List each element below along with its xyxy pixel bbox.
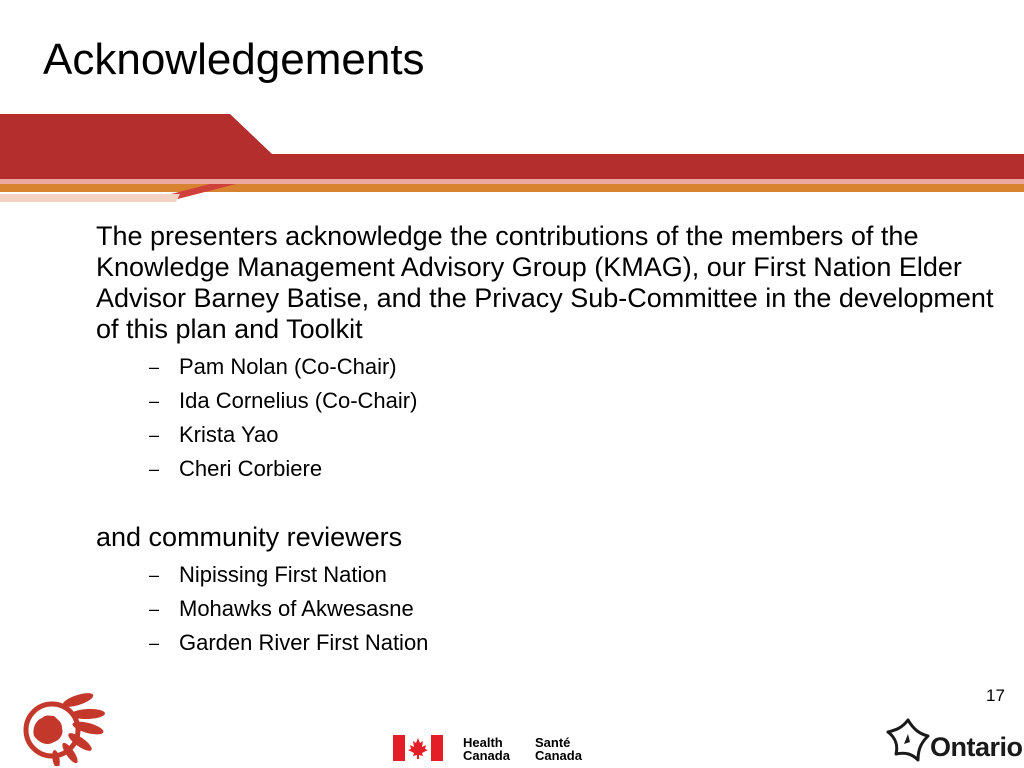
health-fr-line2: Canada xyxy=(535,748,582,763)
list-item xyxy=(96,626,996,660)
list-item xyxy=(96,592,996,626)
acknowledgement-paragraph: The presenters acknowledge the contributions of the members of the Knowledge Management Advisory Group (KMAG), our First Nation Elder Advisor Barney Batise, and the Privacy Sub-Committee in the development of this plan and Toolkit xyxy=(96,221,994,344)
health-en-line2: Canada xyxy=(463,748,510,763)
slide-body xyxy=(96,221,996,660)
dash-bullet: – xyxy=(149,391,160,411)
health-fr-line1: Santé xyxy=(535,735,571,750)
member-name: Krista Yao xyxy=(179,422,279,447)
list-item xyxy=(96,452,996,486)
first-nations-logo-icon xyxy=(18,690,112,766)
header-banner xyxy=(0,100,1024,210)
member-name: Cheri Corbiere xyxy=(179,456,323,481)
list-item xyxy=(96,384,996,418)
banner-pink-band xyxy=(0,179,1024,184)
member-name: Ida Cornelius (Co-Chair) xyxy=(179,388,418,413)
slide-title: Acknowledgements xyxy=(43,35,425,84)
dash-bullet: – xyxy=(149,633,160,653)
banner-red-band xyxy=(0,114,1024,179)
ontario-logo xyxy=(884,716,1023,766)
ontario-wordmark: Ontario xyxy=(930,732,1023,762)
dash-bullet: – xyxy=(149,459,160,479)
trillium-icon xyxy=(884,716,932,766)
banner-light-stripe xyxy=(0,194,180,202)
member-name: Pam Nolan (Co-Chair) xyxy=(179,354,397,379)
community-reviewers-list xyxy=(96,558,996,660)
reviewer-name: Mohawks of Akwesasne xyxy=(179,596,414,621)
dash-bullet: – xyxy=(149,357,160,377)
banner-orange-band xyxy=(0,184,1024,192)
reviewer-name: Nipissing First Nation xyxy=(179,562,387,587)
health-en-line1: Health xyxy=(463,735,503,750)
advisory-members-list xyxy=(96,350,996,486)
dash-bullet: – xyxy=(149,599,160,619)
dash-bullet: – xyxy=(149,425,160,445)
list-item xyxy=(96,350,996,384)
health-canada-fr xyxy=(535,736,582,762)
health-canada-en xyxy=(463,736,510,762)
dash-bullet: – xyxy=(149,565,160,585)
reviewers-heading: and community reviewers xyxy=(96,522,403,552)
canada-flag-icon xyxy=(393,735,443,761)
list-item xyxy=(96,558,996,592)
page-number: 17 xyxy=(986,686,1005,705)
list-item xyxy=(96,418,996,452)
reviewer-name: Garden River First Nation xyxy=(179,630,429,655)
